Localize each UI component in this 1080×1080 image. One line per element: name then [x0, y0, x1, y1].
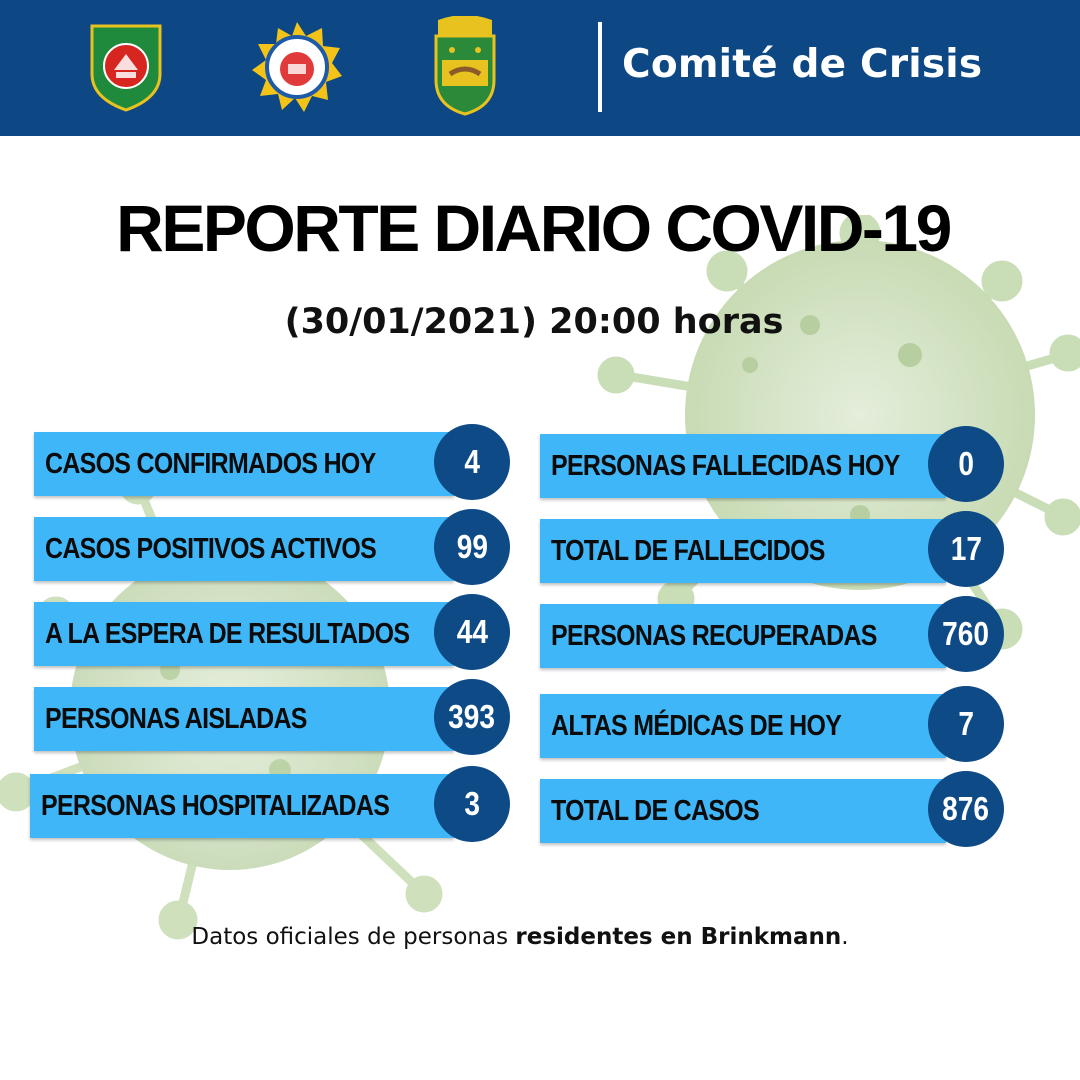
stat-label: CASOS POSITIVOS ACTIVOS	[45, 533, 377, 565]
stat-personas-fallecidas-hoy	[540, 426, 1004, 502]
stat-label: PERSONAS AISLADAS	[45, 703, 307, 735]
stat-value: 99	[434, 509, 510, 585]
stat-personas-recuperadas	[540, 596, 1004, 672]
bomberos-voluntarios-logo	[88, 22, 164, 112]
stat-value: 0	[928, 426, 1004, 502]
header-bar	[0, 0, 1080, 136]
stat-value: 876	[928, 771, 1004, 847]
stat-espera-resultados	[34, 594, 512, 670]
stat-value: 760	[928, 596, 1004, 672]
stat-altas-medicas-hoy	[540, 686, 1004, 762]
stat-casos-confirmados-hoy	[34, 424, 512, 500]
stat-total-fallecidos	[540, 511, 1004, 587]
stat-total-de-casos	[540, 771, 1004, 847]
stat-label: PERSONAS RECUPERADAS	[551, 620, 877, 652]
stat-value: 44	[434, 594, 510, 670]
stat-casos-positivos-activos	[34, 509, 512, 585]
header-divider	[598, 22, 602, 112]
stat-value: 17	[928, 511, 1004, 587]
stat-label: TOTAL DE CASOS	[551, 795, 759, 827]
stat-label: PERSONAS FALLECIDAS HOY	[551, 450, 900, 482]
stat-label: TOTAL DE FALLECIDOS	[551, 535, 825, 567]
footer-suffix: .	[841, 924, 849, 950]
stat-value: 7	[928, 686, 1004, 762]
stat-label: PERSONAS HOSPITALIZADAS	[41, 790, 390, 822]
stat-value: 393	[434, 679, 510, 755]
header-title: Comité de Crisis	[622, 42, 983, 87]
report-title: REPORTE DIARIO COVID-19	[116, 191, 950, 265]
brinkmann-coat-of-arms	[430, 16, 500, 116]
stat-label: ALTAS MÉDICAS DE HOY	[551, 710, 842, 742]
stat-value: 3	[434, 766, 510, 842]
footer-note	[0, 924, 1040, 950]
footer-bold-text: residentes en Brinkmann	[515, 924, 842, 950]
stat-personas-aisladas	[34, 679, 512, 755]
stat-label: A LA ESPERA DE RESULTADOS	[45, 618, 410, 650]
stat-label: CASOS CONFIRMADOS HOY	[45, 448, 376, 480]
stat-value: 4	[434, 424, 510, 500]
stat-personas-hospitalizadas	[30, 766, 512, 842]
footer-text: Datos oficiales de personas	[191, 924, 516, 950]
policia-cordoba-logo	[250, 20, 344, 114]
report-date: (30/01/2021) 20:00 horas	[284, 302, 784, 342]
